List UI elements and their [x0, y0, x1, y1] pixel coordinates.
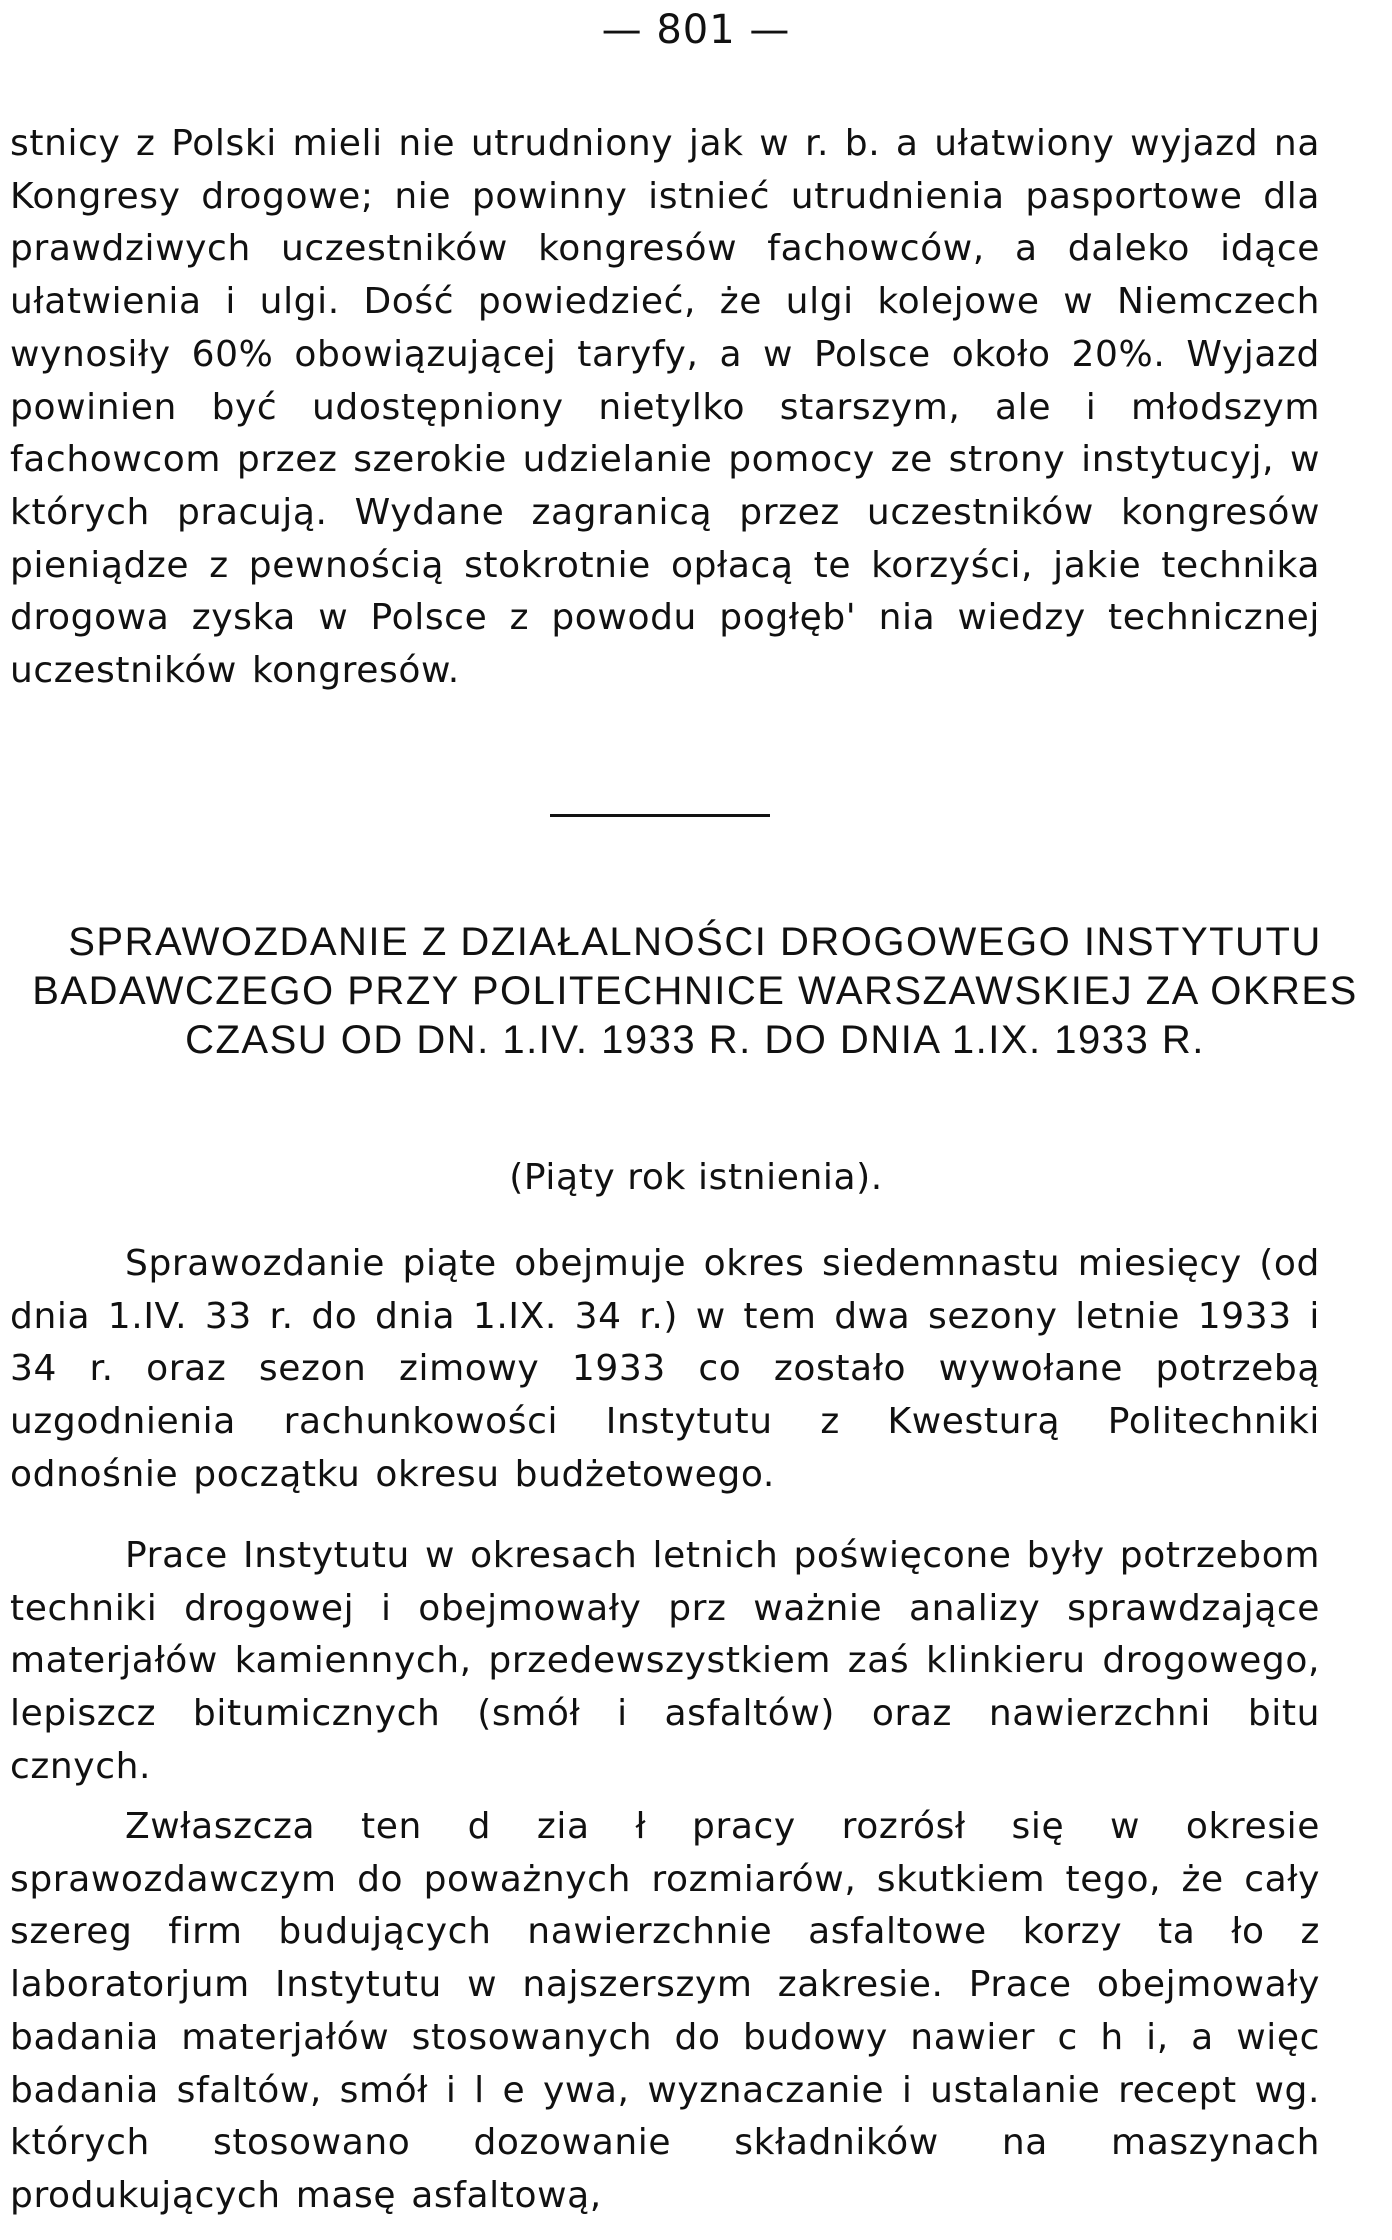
section-divider [550, 814, 770, 817]
paragraph-intro: stnicy z Polski mieli nie utrudniony jak w r. b. a ułatwiony wyjazd na Kongresy drogowe; nie powinny istnieć utrudnienia pasportowe dla prawdziwych uczestników kongresów fachowców, a daleko idące ułatwienia i ulgi. Dość powiedzieć, że ulgi kolejowe w Niemczech wynosiły 60% obowiązującej taryfy, a w Polsce około 20%. Wyjazd powinien być udostępniony nietylko starszym, ale i młodszym fachowcom przez szerokie udzielanie pomocy ze strony instytucyj, w których pracują. Wydane zagranicą przez uczestników kongresów pieniądze z pewnością stokrotnie opłacą te korzyści, jakie technika drogowa zyska w Polsce z powodu pogłęb' nia wiedzy technicznej uczestników kongresów. [10, 123, 1320, 692]
paragraph-report-intro: Sprawozdanie piąte obejmuje okres siedemnastu miesięcy (od dnia 1.IV. 33 r. do dnia 1.IX. 34 r.) w tem dwa sezony letnie 1933 i 34 r. oraz sezon zimowy 1933 co zostało wywołane potrzebą uzgodnienia rachunkowości Instytutu z Kwesturą Politechniki odnośnie początku okresu budżetowego. [10, 1243, 1320, 1495]
paragraph-summer-work: Prace Instytutu w okresach letnich poświęcone były potrzebom techniki drogowej i obejmowały prz ważnie analizy sprawdzające materjałów kamiennych, przedewszystkiem zaś klinkieru drogowego, lepiszcz bitumicznych (smół i asfaltów) oraz nawierzchni bitu cznych. [10, 1535, 1320, 1787]
section-subtitle: (Piąty rok istnienia). [509, 1157, 883, 1198]
paragraph-asphalt-work: Zwłaszcza ten d zia ł pracy rozrósł się w okresie sprawozdawczym do poważnych rozmiarów, skutkiem tego, że cały szereg firm budujących nawierzchnie asfaltowe korzy ta ło z laboratorjum Instytutu w najszerszym zakresie. Prace obejmowały badania materjałów stosowanych do budowy nawier c h i, a więc badania sfaltów, smół i l e ywa, wyznaczanie i ustalanie recept wg. których stosowano dozowanie składników na maszynach produkujących masę asfaltową, [10, 1806, 1320, 2216]
page-number: — 801 — [601, 7, 791, 53]
section-heading: SPRAWOZDANIE Z DZIAŁALNOŚCI DROGOWEGO INSTYTUTU BADAWCZEGO PRZY POLITECHNICE WARSZAWSKIEJ ZA OKRES CZASU OD DN. 1.IV. 1933 R. DO DNIA 1.IX. 1933 R. [32, 920, 1358, 1062]
